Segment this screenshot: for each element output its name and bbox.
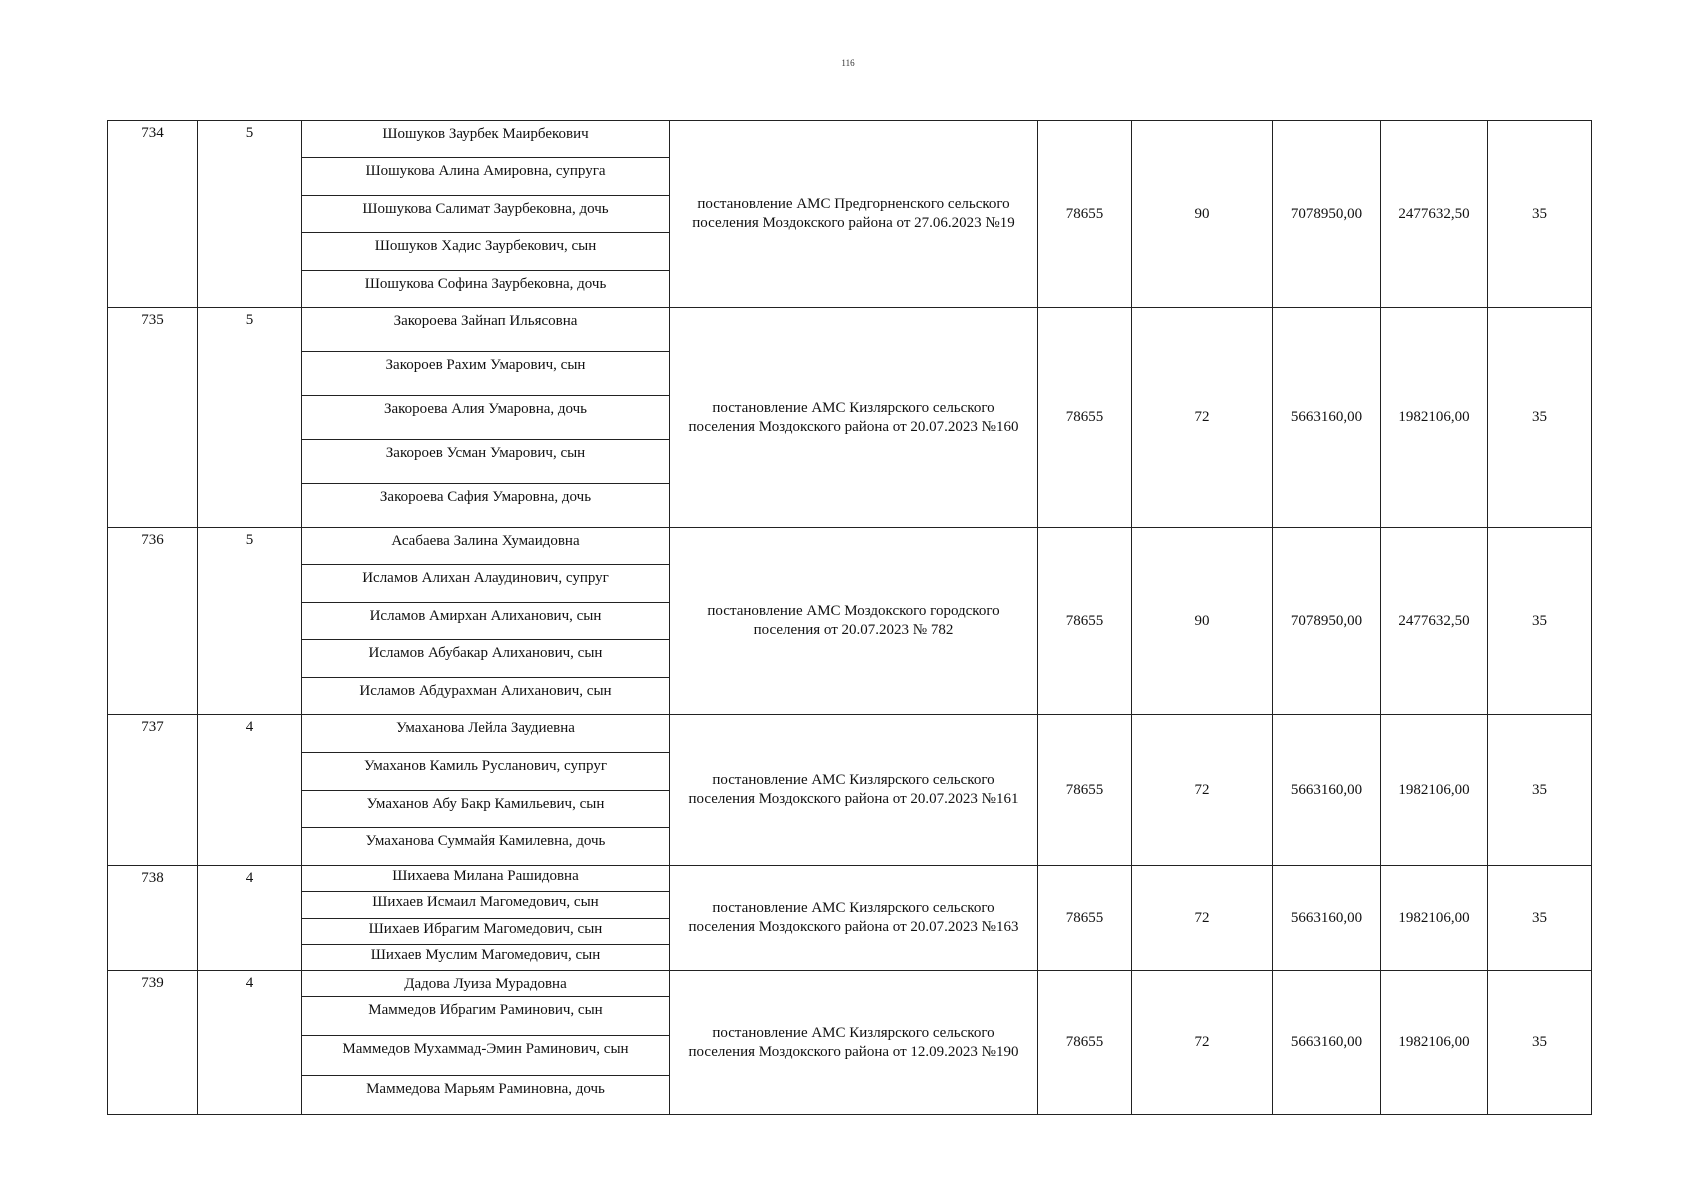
family-member: Шихаева Милана Рашидовна: [302, 866, 669, 892]
family-member: Исламов Амирхан Алиханович, сын: [302, 603, 669, 640]
payment-amount: 2477632,50: [1381, 528, 1488, 715]
family-members-cell: [302, 308, 670, 528]
family-members-cell: [302, 971, 670, 1115]
family-member: Закороева Сафия Умаровна, дочь: [379, 489, 592, 505]
percent: 35: [1488, 308, 1592, 528]
family-members-cell: [302, 121, 670, 308]
norm-cost: 78655: [1038, 866, 1132, 971]
family-member: Закороева Алия Умаровна, дочь: [302, 396, 669, 440]
family-member: Закороев Усман Умарович, сын: [302, 440, 669, 484]
row-number: 738: [108, 866, 198, 971]
housing-register-table: [107, 120, 1592, 1115]
payment-amount: 1982106,00: [1381, 971, 1488, 1115]
family-size: 4: [198, 715, 302, 866]
percent: 35: [1488, 715, 1592, 866]
family-member: Умаханов Абу Бакр Камильевич, сын: [302, 791, 669, 829]
payment-amount: 1982106,00: [1381, 308, 1488, 528]
family-member: Шихаев Исмаил Магомедович, сын: [302, 892, 669, 918]
family-member: Дадова Луиза Мурадовна: [302, 971, 669, 997]
family-member: Шихаев Муслим Магомедович, сын: [370, 946, 601, 963]
decree-reference: постановление АМС Кизлярского сельского поселения Моздокского района от 12.09.2023 №190: [670, 971, 1038, 1115]
family-member: Шошукова Салимат Заурбековна, дочь: [302, 196, 669, 233]
family-member: Шошуков Заурбек Маирбекович: [302, 121, 669, 158]
family-member: Закороева Зайнап Ильясовна: [302, 308, 669, 352]
area: 72: [1132, 715, 1273, 866]
table-row: [108, 866, 1592, 971]
row-number: 736: [108, 528, 198, 715]
area: 90: [1132, 121, 1273, 308]
total-cost: 5663160,00: [1273, 308, 1381, 528]
decree-reference: постановление АМС Кизлярского сельского поселения Моздокского района от 20.07.2023 №160: [670, 308, 1038, 528]
table-row: [108, 121, 1592, 308]
payment-amount: 2477632,50: [1381, 121, 1488, 308]
family-members-cell: [302, 866, 670, 971]
family-member: Умаханова Суммайя Камилевна, дочь: [365, 833, 606, 850]
total-cost: 7078950,00: [1273, 121, 1381, 308]
family-member: Закороев Рахим Умарович, сын: [302, 352, 669, 396]
family-size: 4: [198, 866, 302, 971]
total-cost: 5663160,00: [1273, 866, 1381, 971]
family-member: Шошукова Софина Заурбековна, дочь: [364, 275, 607, 292]
norm-cost: 78655: [1038, 528, 1132, 715]
family-size: 5: [198, 308, 302, 528]
payment-amount: 1982106,00: [1381, 866, 1488, 971]
family-size: 5: [198, 528, 302, 715]
family-member: Умаханова Лейла Заудиевна: [302, 715, 669, 753]
norm-cost: 78655: [1038, 121, 1132, 308]
family-member: Исламов Абдурахман Алиханович, сын: [359, 682, 612, 699]
family-member: Маммедов Ибрагим Раминович, сын: [302, 997, 669, 1036]
table-row: [108, 528, 1592, 715]
total-cost: 5663160,00: [1273, 971, 1381, 1115]
percent: 35: [1488, 866, 1592, 971]
table-row: [108, 715, 1592, 866]
row-number: 735: [108, 308, 198, 528]
family-members-cell: [302, 528, 670, 715]
family-member: Исламов Абубакар Алиханович, сын: [302, 640, 669, 677]
norm-cost: 78655: [1038, 308, 1132, 528]
percent: 35: [1488, 121, 1592, 308]
row-number: 734: [108, 121, 198, 308]
page-number: 116: [841, 58, 855, 68]
decree-reference: постановление АМС Моздокского городского поселения от 20.07.2023 № 782: [670, 528, 1038, 715]
norm-cost: 78655: [1038, 715, 1132, 866]
norm-cost: 78655: [1038, 971, 1132, 1115]
family-size: 4: [198, 971, 302, 1115]
total-cost: 7078950,00: [1273, 528, 1381, 715]
row-number: 737: [108, 715, 198, 866]
decree-reference: постановление АМС Предгорненского сельского поселения Моздокского района от 27.06.2023 №19: [670, 121, 1038, 308]
decree-reference: постановление АМС Кизлярского сельского поселения Моздокского района от 20.07.2023 №161: [670, 715, 1038, 866]
area: 90: [1132, 528, 1273, 715]
family-member: Шошукова Алина Амировна, супруга: [302, 158, 669, 195]
area: 72: [1132, 308, 1273, 528]
row-number: 739: [108, 971, 198, 1115]
family-members-cell: [302, 715, 670, 866]
family-member: Шихаев Ибрагим Магомедович, сын: [302, 919, 669, 945]
family-member: Маммедова Марьям Раминовна, дочь: [366, 1080, 605, 1097]
family-size: 5: [198, 121, 302, 308]
family-member: Шошуков Хадис Заурбекович, сын: [302, 233, 669, 270]
area: 72: [1132, 866, 1273, 971]
area: 72: [1132, 971, 1273, 1115]
table-row: [108, 971, 1592, 1115]
payment-amount: 1982106,00: [1381, 715, 1488, 866]
percent: 35: [1488, 528, 1592, 715]
family-member: Асабаева Залина Хумаидовна: [302, 528, 669, 565]
percent: 35: [1488, 971, 1592, 1115]
family-member: Маммедов Мухаммад-Эмин Раминович, сын: [302, 1036, 669, 1075]
decree-reference: постановление АМС Кизлярского сельского поселения Моздокского района от 20.07.2023 №163: [670, 866, 1038, 971]
total-cost: 5663160,00: [1273, 715, 1381, 866]
family-member: Умаханов Камиль Русланович, супруг: [302, 753, 669, 791]
table-row: [108, 308, 1592, 528]
family-member: Исламов Алихан Алаудинович, супруг: [302, 565, 669, 602]
